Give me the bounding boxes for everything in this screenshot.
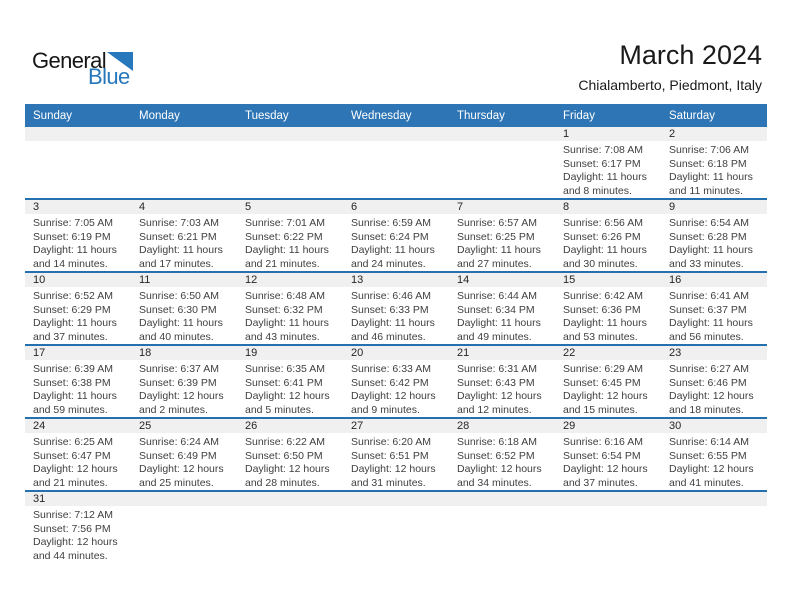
day-number-band (661, 200, 767, 214)
sunset-text: Sunset: 6:42 PM (351, 376, 429, 389)
empty-day-cell (237, 127, 343, 198)
daylight-text: Daylight: 12 hours (457, 463, 542, 475)
sunrise-text: Sunrise: 6:42 AM (563, 290, 643, 302)
day-number: 18 (139, 347, 152, 359)
daylight-text: Daylight: 12 hours (457, 390, 542, 402)
daylight-text: Daylight: 11 hours (245, 244, 329, 256)
sunrise-text: Sunrise: 6:33 AM (351, 363, 431, 375)
daylight-text: and 24 minutes. (351, 257, 426, 270)
day-number: 16 (669, 274, 682, 286)
daylight-text: and 21 minutes. (33, 476, 108, 489)
sunset-text: Sunset: 6:36 PM (563, 303, 641, 316)
day-number-band (555, 492, 661, 506)
empty-day-cell (237, 492, 343, 563)
day-details (555, 360, 661, 417)
day-number-band (449, 127, 555, 141)
day-number-band (555, 200, 661, 214)
sunrise-text: Sunrise: 7:08 AM (563, 144, 643, 156)
day-number-band (237, 127, 343, 141)
empty-day-cell (555, 492, 661, 563)
day-cell (661, 273, 767, 344)
daylight-text: Daylight: 12 hours (669, 390, 754, 402)
day-number-band (555, 346, 661, 360)
day-number: 5 (245, 201, 252, 213)
day-number-band (25, 492, 131, 506)
daylight-text: Daylight: 11 hours (563, 244, 647, 256)
sunrise-text: Sunrise: 6:35 AM (245, 363, 325, 375)
sunrise-text: Sunrise: 6:39 AM (33, 363, 113, 375)
daylight-text: and 43 minutes. (245, 330, 320, 343)
sunrise-text: Sunrise: 6:18 AM (457, 436, 537, 448)
daylight-text: and 44 minutes. (33, 549, 108, 562)
day-number-band (555, 127, 661, 141)
sunrise-text: Sunrise: 6:25 AM (33, 436, 113, 448)
daylight-text: and 18 minutes. (669, 403, 744, 416)
day-number-band (343, 492, 449, 506)
empty-day-cell (131, 492, 237, 563)
day-number: 8 (563, 201, 570, 213)
day-number-band (449, 492, 555, 506)
sunset-text: Sunset: 6:45 PM (563, 376, 641, 389)
weekday-sunday: Sunday (33, 109, 73, 122)
empty-day-cell (343, 127, 449, 198)
day-details (449, 214, 555, 271)
sunset-text: Sunset: 6:52 PM (457, 449, 535, 462)
sunset-text: Sunset: 6:30 PM (139, 303, 217, 316)
sunset-text: Sunset: 6:17 PM (563, 157, 641, 170)
daylight-text: and 21 minutes. (245, 257, 320, 270)
day-cell (237, 273, 343, 344)
day-number-band (25, 419, 131, 433)
daylight-text: Daylight: 11 hours (351, 244, 435, 256)
day-number-band (449, 419, 555, 433)
day-cell (131, 273, 237, 344)
sunrise-text: Sunrise: 6:41 AM (669, 290, 749, 302)
sunset-text: Sunset: 6:54 PM (563, 449, 641, 462)
daylight-text: Daylight: 11 hours (33, 390, 117, 402)
daylight-text: Daylight: 11 hours (669, 317, 753, 329)
day-details (555, 287, 661, 344)
day-details (131, 287, 237, 344)
day-number: 15 (563, 274, 576, 286)
day-number: 1 (563, 128, 570, 140)
day-number-band (237, 492, 343, 506)
calendar-title-block (578, 40, 762, 93)
day-number-band (25, 127, 131, 141)
calendar (25, 104, 767, 563)
day-cell (343, 200, 449, 271)
day-details (237, 433, 343, 490)
day-number-band (131, 200, 237, 214)
sunset-text: Sunset: 6:38 PM (33, 376, 111, 389)
day-number-band (449, 200, 555, 214)
weekday-wednesday: Wednesday (351, 109, 412, 122)
day-cell (661, 127, 767, 198)
day-number: 30 (669, 420, 682, 432)
daylight-text: and 9 minutes. (351, 403, 420, 416)
day-details (661, 287, 767, 344)
empty-day-cell (131, 127, 237, 198)
day-number-band (343, 273, 449, 287)
day-number-band (555, 419, 661, 433)
day-number: 7 (457, 201, 464, 213)
sunrise-text: Sunrise: 7:12 AM (33, 509, 113, 521)
sunset-text: Sunset: 6:26 PM (563, 230, 641, 243)
day-number-band (131, 419, 237, 433)
sunset-text: Sunset: 6:43 PM (457, 376, 535, 389)
daylight-text: and 28 minutes. (245, 476, 320, 489)
day-cell (343, 346, 449, 417)
day-cell (555, 273, 661, 344)
day-details (25, 433, 131, 490)
sunrise-text: Sunrise: 6:52 AM (33, 290, 113, 302)
empty-day-cell (449, 492, 555, 563)
day-number: 2 (669, 128, 676, 140)
daylight-text: and 30 minutes. (563, 257, 638, 270)
day-details (555, 433, 661, 490)
daylight-text: Daylight: 11 hours (457, 317, 541, 329)
sunset-text: Sunset: 6:55 PM (669, 449, 747, 462)
day-details (237, 287, 343, 344)
day-details (555, 141, 661, 198)
day-cell (449, 200, 555, 271)
daylight-text: and 11 minutes. (669, 184, 743, 197)
day-number-band (237, 346, 343, 360)
empty-day-cell (343, 492, 449, 563)
sunset-text: Sunset: 6:46 PM (669, 376, 747, 389)
daylight-text: Daylight: 12 hours (245, 390, 330, 402)
day-details (25, 214, 131, 271)
day-number: 25 (139, 420, 152, 432)
sunrise-text: Sunrise: 6:16 AM (563, 436, 643, 448)
day-cell (343, 273, 449, 344)
daylight-text: Daylight: 12 hours (351, 390, 436, 402)
week-row (25, 198, 767, 271)
day-number-band (661, 419, 767, 433)
day-number-band (237, 200, 343, 214)
daylight-text: and 37 minutes. (563, 476, 638, 489)
sunset-text: Sunset: 6:41 PM (245, 376, 323, 389)
daylight-text: and 34 minutes. (457, 476, 532, 489)
sunrise-text: Sunrise: 6:48 AM (245, 290, 325, 302)
day-number: 26 (245, 420, 258, 432)
daylight-text: Daylight: 11 hours (33, 244, 117, 256)
weekday-tuesday: Tuesday (245, 109, 289, 122)
weekday-saturday: Saturday (669, 109, 716, 122)
day-cell (25, 492, 131, 563)
daylight-text: Daylight: 11 hours (669, 244, 753, 256)
daylight-text: Daylight: 12 hours (563, 390, 648, 402)
daylight-text: and 31 minutes. (351, 476, 426, 489)
day-number-band (343, 419, 449, 433)
day-details (343, 287, 449, 344)
day-cell (661, 200, 767, 271)
day-details (449, 287, 555, 344)
weeks-grid (25, 127, 767, 563)
daylight-text: and 49 minutes. (457, 330, 532, 343)
daylight-text: Daylight: 11 hours (351, 317, 435, 329)
sunset-text: Sunset: 6:29 PM (33, 303, 111, 316)
day-number: 12 (245, 274, 258, 286)
day-number: 29 (563, 420, 576, 432)
daylight-text: Daylight: 11 hours (457, 244, 541, 256)
daylight-text: Daylight: 12 hours (669, 463, 754, 475)
weekday-monday: Monday (139, 109, 180, 122)
sunrise-text: Sunrise: 6:29 AM (563, 363, 643, 375)
location-subtitle: Chialamberto, Piedmont, Italy (578, 77, 762, 93)
sunset-text: Sunset: 6:34 PM (457, 303, 535, 316)
sunrise-text: Sunrise: 6:20 AM (351, 436, 431, 448)
daylight-text: Daylight: 11 hours (563, 317, 647, 329)
weekday-thursday: Thursday (457, 109, 505, 122)
sunset-text: Sunset: 6:22 PM (245, 230, 323, 243)
week-row (25, 417, 767, 490)
sunset-text: Sunset: 6:19 PM (33, 230, 111, 243)
empty-day-cell (661, 492, 767, 563)
day-number-band (25, 200, 131, 214)
sunrise-text: Sunrise: 6:24 AM (139, 436, 219, 448)
day-number-band (131, 127, 237, 141)
sunrise-text: Sunrise: 7:06 AM (669, 144, 749, 156)
day-number-band (237, 273, 343, 287)
logo-text-blue: Blue (88, 64, 130, 89)
day-details (555, 214, 661, 271)
daylight-text: and 2 minutes. (139, 403, 208, 416)
week-row (25, 344, 767, 417)
day-number: 10 (33, 274, 46, 286)
daylight-text: Daylight: 11 hours (669, 171, 753, 183)
day-number: 20 (351, 347, 364, 359)
day-details (661, 433, 767, 490)
day-details (343, 214, 449, 271)
daylight-text: and 12 minutes. (457, 403, 532, 416)
logo-text-general: General (32, 48, 107, 73)
sunset-text: Sunset: 6:25 PM (457, 230, 535, 243)
day-cell (555, 200, 661, 271)
day-details (131, 433, 237, 490)
day-cell (237, 200, 343, 271)
daylight-text: Daylight: 11 hours (139, 317, 223, 329)
daylight-text: and 33 minutes. (669, 257, 744, 270)
day-cell (449, 346, 555, 417)
sunrise-text: Sunrise: 6:22 AM (245, 436, 325, 448)
daylight-text: and 46 minutes. (351, 330, 426, 343)
day-cell (449, 419, 555, 490)
daylight-text: Daylight: 12 hours (139, 390, 224, 402)
day-cell (131, 346, 237, 417)
day-details (131, 360, 237, 417)
day-number-band (661, 346, 767, 360)
daylight-text: and 8 minutes. (563, 184, 632, 197)
day-cell (661, 346, 767, 417)
sunset-text: Sunset: 6:37 PM (669, 303, 747, 316)
day-number: 6 (351, 201, 358, 213)
day-number: 22 (563, 347, 576, 359)
day-number: 31 (33, 493, 46, 505)
day-cell (131, 200, 237, 271)
day-number-band (25, 346, 131, 360)
sunrise-text: Sunrise: 6:44 AM (457, 290, 537, 302)
day-cell (661, 419, 767, 490)
sunset-text: Sunset: 6:51 PM (351, 449, 429, 462)
day-number-band (555, 273, 661, 287)
day-cell (25, 273, 131, 344)
sunset-text: Sunset: 7:56 PM (33, 522, 111, 535)
daylight-text: and 40 minutes. (139, 330, 214, 343)
day-number-band (661, 273, 767, 287)
day-details (661, 360, 767, 417)
day-details (237, 360, 343, 417)
sunrise-text: Sunrise: 6:14 AM (669, 436, 749, 448)
sunrise-text: Sunrise: 6:46 AM (351, 290, 431, 302)
day-number-band (449, 346, 555, 360)
day-number-band (25, 273, 131, 287)
weekday-friday: Friday (563, 109, 595, 122)
sunrise-text: Sunrise: 6:59 AM (351, 217, 431, 229)
day-details (131, 214, 237, 271)
day-cell (25, 346, 131, 417)
sunset-text: Sunset: 6:18 PM (669, 157, 747, 170)
day-number-band (661, 127, 767, 141)
day-cell (555, 419, 661, 490)
day-details (661, 214, 767, 271)
day-cell (131, 419, 237, 490)
daylight-text: Daylight: 12 hours (245, 463, 330, 475)
general-blue-logo (32, 48, 133, 89)
day-number-band (661, 492, 767, 506)
day-number: 4 (139, 201, 146, 213)
daylight-text: and 37 minutes. (33, 330, 108, 343)
daylight-text: Daylight: 12 hours (563, 463, 648, 475)
week-row (25, 490, 767, 563)
day-number-band (343, 346, 449, 360)
daylight-text: Daylight: 12 hours (33, 463, 118, 475)
day-number-band (131, 492, 237, 506)
day-details (661, 141, 767, 198)
day-details (237, 214, 343, 271)
day-cell (25, 419, 131, 490)
day-cell (237, 346, 343, 417)
daylight-text: Daylight: 12 hours (139, 463, 224, 475)
sunset-text: Sunset: 6:21 PM (139, 230, 217, 243)
day-number-band (449, 273, 555, 287)
daylight-text: and 25 minutes. (139, 476, 214, 489)
day-number: 23 (669, 347, 682, 359)
empty-day-cell (449, 127, 555, 198)
daylight-text: and 59 minutes. (33, 403, 108, 416)
day-number: 3 (33, 201, 40, 213)
sunset-text: Sunset: 6:50 PM (245, 449, 323, 462)
day-details (25, 506, 131, 563)
sunrise-text: Sunrise: 6:54 AM (669, 217, 749, 229)
month-title: March 2024 (619, 40, 762, 70)
daylight-text: and 41 minutes. (669, 476, 744, 489)
day-details (25, 287, 131, 344)
daylight-text: Daylight: 11 hours (245, 317, 329, 329)
week-row (25, 271, 767, 344)
day-cell (237, 419, 343, 490)
day-cell (343, 419, 449, 490)
daylight-text: and 5 minutes. (245, 403, 314, 416)
day-number-band (131, 273, 237, 287)
daylight-text: Daylight: 11 hours (139, 244, 223, 256)
sunset-text: Sunset: 6:49 PM (139, 449, 217, 462)
day-cell (25, 200, 131, 271)
day-details (449, 360, 555, 417)
day-cell (555, 346, 661, 417)
sunrise-text: Sunrise: 6:27 AM (669, 363, 749, 375)
day-number-band (343, 127, 449, 141)
day-number: 14 (457, 274, 470, 286)
sunset-text: Sunset: 6:39 PM (139, 376, 217, 389)
empty-day-cell (25, 127, 131, 198)
day-number: 19 (245, 347, 258, 359)
sunrise-text: Sunrise: 6:37 AM (139, 363, 219, 375)
day-number: 11 (139, 274, 151, 286)
daylight-text: Daylight: 12 hours (351, 463, 436, 475)
sunset-text: Sunset: 6:24 PM (351, 230, 429, 243)
day-cell (555, 127, 661, 198)
sunrise-text: Sunrise: 7:01 AM (245, 217, 325, 229)
daylight-text: and 27 minutes. (457, 257, 532, 270)
sunset-text: Sunset: 6:47 PM (33, 449, 111, 462)
day-number-band (237, 419, 343, 433)
day-details (449, 433, 555, 490)
sunrise-text: Sunrise: 7:03 AM (139, 217, 219, 229)
daylight-text: Daylight: 11 hours (33, 317, 117, 329)
day-number-band (131, 346, 237, 360)
daylight-text: and 14 minutes. (33, 257, 108, 270)
weekday-header-row (25, 104, 767, 127)
day-number: 21 (457, 347, 470, 359)
day-details (25, 360, 131, 417)
day-number-band (343, 200, 449, 214)
day-number: 9 (669, 201, 676, 213)
sunrise-text: Sunrise: 6:56 AM (563, 217, 643, 229)
sunrise-text: Sunrise: 6:31 AM (457, 363, 537, 375)
sunset-text: Sunset: 6:33 PM (351, 303, 429, 316)
sunset-text: Sunset: 6:28 PM (669, 230, 747, 243)
daylight-text: and 17 minutes. (139, 257, 214, 270)
day-number: 24 (33, 420, 46, 432)
day-details (343, 433, 449, 490)
week-row (25, 127, 767, 198)
daylight-text: and 56 minutes. (669, 330, 744, 343)
day-cell (449, 273, 555, 344)
sunrise-text: Sunrise: 7:05 AM (33, 217, 113, 229)
daylight-text: and 53 minutes. (563, 330, 638, 343)
sunrise-text: Sunrise: 6:57 AM (457, 217, 537, 229)
day-number: 28 (457, 420, 470, 432)
daylight-text: Daylight: 11 hours (563, 171, 647, 183)
day-number: 13 (351, 274, 364, 286)
sunrise-text: Sunrise: 6:50 AM (139, 290, 219, 302)
day-number: 17 (33, 347, 46, 359)
daylight-text: Daylight: 12 hours (33, 536, 118, 548)
day-number: 27 (351, 420, 364, 432)
sunset-text: Sunset: 6:32 PM (245, 303, 323, 316)
daylight-text: and 15 minutes. (563, 403, 638, 416)
day-details (343, 360, 449, 417)
